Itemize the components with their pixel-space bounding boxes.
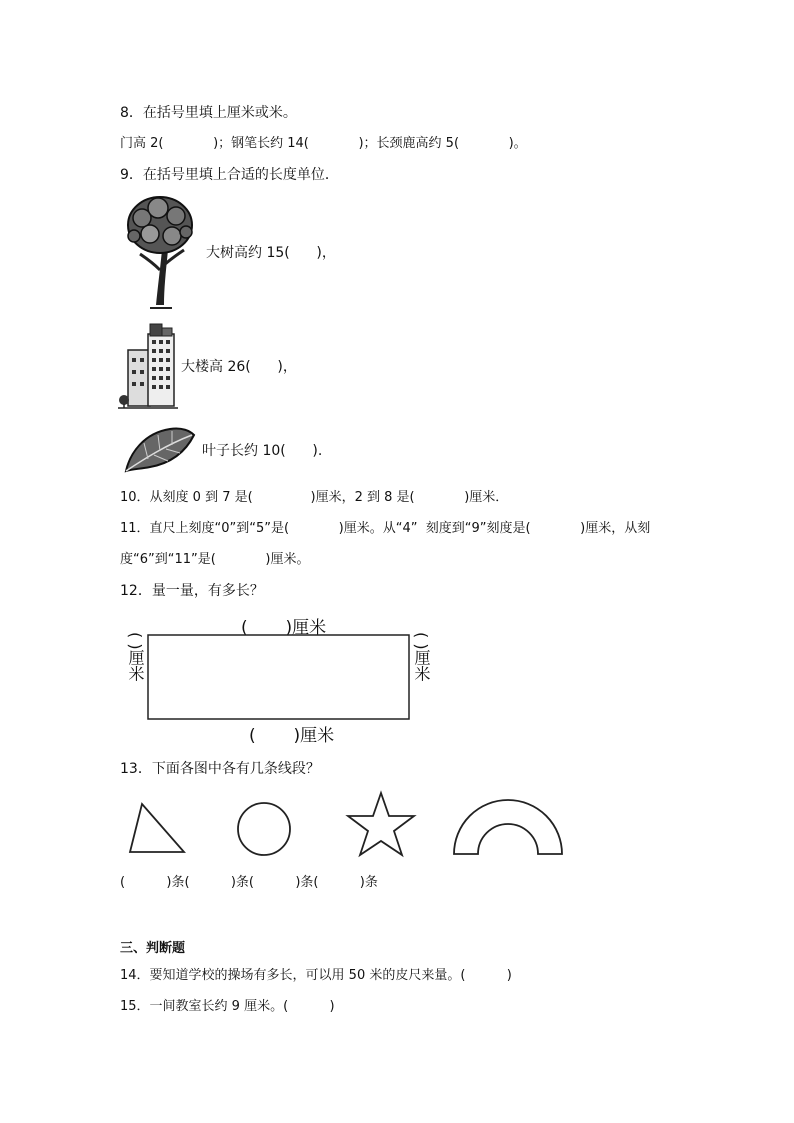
building-image (118, 320, 180, 410)
measure-rectangle (147, 634, 411, 721)
q15-line: 15．一间教室长约 9 厘米。( ) (120, 999, 335, 1014)
q12-title: 12．量一量，有多长？ (120, 583, 264, 599)
tree-image (120, 190, 200, 310)
q12-top-label: ( )厘米 (241, 618, 327, 638)
q9-building-text: 大楼高 26( )， (181, 359, 297, 375)
q12-bottom-label: ( )厘米 (249, 726, 335, 746)
q9-tree-text: 大树高约 15( )， (206, 245, 336, 261)
arch-shape (452, 797, 564, 857)
q11-line2: 度“6”到“11”是( )厘米。 (120, 552, 310, 567)
q12-left-label: ( )厘米 (126, 632, 145, 682)
q10-line: 10．从刻度 0 到 7 是( )厘米，2 到 8 是( )厘米． (120, 490, 509, 505)
q14-line: 14．要知道学校的操场有多长，可以用 50 米的皮尺来量。( ) (120, 968, 512, 983)
circle-shape (236, 801, 292, 857)
triangle-shape (128, 802, 188, 854)
q9-leaf-text: 叶子长约 10( ). (202, 443, 323, 459)
star-shape (346, 791, 416, 857)
section3-title: 三、判断题 (120, 941, 186, 956)
q9-title: 9．在括号里填上合适的长度单位． (120, 167, 339, 183)
q8-fill-line: 门高 2( )；钢笔长约 14( )；长颈鹿高约 5( )。 (120, 136, 527, 151)
q11-line1: 11．直尺上刻度“0”到“5”是( )厘米。从“4” 刻度到“9”刻度是( )厘米，从刻 (120, 521, 651, 536)
q8-title: 8．在括号里填上厘米或米。 (120, 105, 297, 121)
leaf-image (120, 423, 196, 475)
q13-answers: ( )条( )条( )条( )条 (120, 875, 378, 890)
q12-right-label: ( )厘米 (412, 632, 431, 682)
q13-title: 13．下面各图中各有几条线段？ (120, 761, 320, 777)
